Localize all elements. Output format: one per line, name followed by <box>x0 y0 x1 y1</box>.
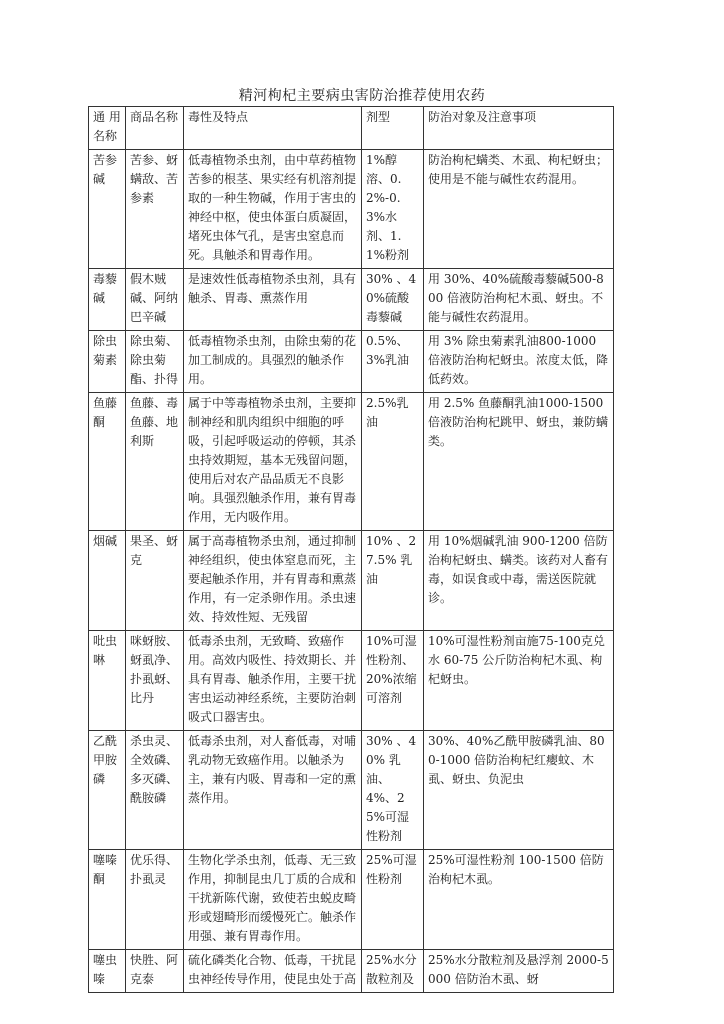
cell-common-name: 除虫菊素 <box>89 331 126 393</box>
cell-toxicity: 低毒杀虫剂，无致畸、致癌作用。高效内吸性、持效期长、并具有胃毒、触杀作用，主要干扰害虫运动神经系统，主要防治刺吸式口器害虫。 <box>184 631 362 731</box>
header-common-name: 通 用 名称 <box>89 107 126 150</box>
cell-toxicity: 低毒植物杀虫剂，由中草药植物苦参的根茎、果实经有机溶剂提取的一种生物碱，作用于害虫的神经中枢，使虫体蛋白质凝固，堵死虫体气孔，是害虫窒息而死。具触杀和胃毒作用。 <box>184 150 362 269</box>
cell-targets: 10%可湿性粉剂亩施75-100克兑水 60-75 公斤防治枸杞木虱、枸杞蚜虫。 <box>424 631 614 731</box>
cell-formulation: 0.5%、3%乳油 <box>362 331 424 393</box>
cell-targets: 用 2.5% 鱼藤酮乳油1000-1500 倍液防治枸杞跳甲、蚜虫，兼防螨类。 <box>424 393 614 531</box>
cell-common-name: 毒藜碱 <box>89 269 126 331</box>
pesticide-table <box>88 106 614 993</box>
cell-trade-name: 苦参、蚜螨敌、苦参素 <box>126 150 184 269</box>
cell-trade-name: 咪蚜胺、蚜虱净、扑虱蚜、比丹 <box>126 631 184 731</box>
table-row <box>89 850 614 950</box>
cell-targets: 25%水分散粒剂及悬浮剂 2000-5000 倍防治木虱、蚜 <box>424 950 614 993</box>
cell-common-name: 苦参碱 <box>89 150 126 269</box>
table-row <box>89 731 614 850</box>
cell-targets: 30%、40%乙酰甲胺磷乳油、800-1000 倍防治枸杞红瘿蚊、木虱、蚜虫、负泥虫 <box>424 731 614 850</box>
cell-trade-name: 除虫菊、除虫菊酯、扑得 <box>126 331 184 393</box>
cell-formulation: 25%水分散粒剂及 <box>362 950 424 993</box>
document-title: 精河枸杞主要病虫害防治推荐使用农药 <box>238 88 486 104</box>
cell-formulation: 30% 、40% 乳油、4%、25%可湿性粉剂 <box>362 731 424 850</box>
cell-trade-name: 果圣、蚜克 <box>126 531 184 631</box>
cell-toxicity: 属于高毒植物杀虫剂，通过抑制神经组织，使虫体窒息而死，主要起触杀作用，并有胃毒和熏蒸作用，有一定杀卵作用。杀虫速效、持效性短、无残留 <box>184 531 362 631</box>
cell-common-name: 烟碱 <box>89 531 126 631</box>
header-trade-name: 商品名称 <box>126 107 184 150</box>
cell-formulation: 1%醇溶、0.2%-0.3%水剂、1.1%粉剂 <box>362 150 424 269</box>
cell-targets: 防治枸杞螨类、木虱、枸杞蚜虫；使用是不能与碱性农药混用。 <box>424 150 614 269</box>
cell-common-name: 噻虫嗪 <box>89 950 126 993</box>
cell-toxicity: 属于中等毒植物杀虫剂，主要抑制神经和肌肉组织中细胞的呼吸，引起呼吸运动的停顿，其杀虫持效期短，基本无残留问题，使用后对农产品品质无不良影响。具强烈触杀作用，兼有胃毒作用，无内吸作用。 <box>184 393 362 531</box>
table-row <box>89 331 614 393</box>
cell-trade-name: 假木贼碱、阿纳巴辛碱 <box>126 269 184 331</box>
cell-common-name: 鱼藤酮 <box>89 393 126 531</box>
cell-toxicity: 生物化学杀虫剂，低毒、无三致作用，抑制昆虫几丁质的合成和干扰新陈代谢，致使若虫蜕皮畸形或翅畸形而缓慢死亡。触杀作用强、兼有胃毒作用。 <box>184 850 362 950</box>
cell-common-name: 噻嗪酮 <box>89 850 126 950</box>
cell-targets: 用 10%烟碱乳油 900-1200 倍防治枸杞蚜虫、螨类。该药对人畜有毒，如误食或中毒，需送医院就诊。 <box>424 531 614 631</box>
cell-trade-name: 鱼藤、毒鱼藤、地利斯 <box>126 393 184 531</box>
table-row <box>89 393 614 531</box>
cell-common-name: 吡虫啉 <box>89 631 126 731</box>
cell-trade-name: 快胜、阿克泰 <box>126 950 184 993</box>
table-row <box>89 269 614 331</box>
cell-formulation: 10% 、27.5% 乳油 <box>362 531 424 631</box>
cell-toxicity: 低毒杀虫剂，对人畜低毒，对哺乳动物无致癌作用。以触杀为主，兼有内吸、胃毒和一定的熏蒸作用。 <box>184 731 362 850</box>
table-header-row <box>89 107 614 150</box>
cell-toxicity: 是速效性低毒植物杀虫剂，具有触杀、胃毒、熏蒸作用 <box>184 269 362 331</box>
cell-targets: 用 3% 除虫菊素乳油800-1000 倍液防治枸杞蚜虫。浓度太低，降低药效。 <box>424 331 614 393</box>
header-formulation: 剂型 <box>362 107 424 150</box>
table-row <box>89 950 614 993</box>
table-row <box>89 631 614 731</box>
cell-targets: 用 30%、40%硫酸毒藜碱500-800 倍液防治枸杞木虱、蚜虫。不能与碱性农药混用。 <box>424 269 614 331</box>
table-row <box>89 531 614 631</box>
cell-formulation: 10%可湿性粉剂、20%浓缩可溶剂 <box>362 631 424 731</box>
cell-trade-name: 优乐得、扑虱灵 <box>126 850 184 950</box>
header-targets: 防治对象及注意事项 <box>424 107 614 150</box>
cell-formulation: 30% 、40%硫酸毒藜碱 <box>362 269 424 331</box>
cell-toxicity: 硫化磷类化合物、低毒，干扰昆虫神经传导作用，使昆虫处于高 <box>184 950 362 993</box>
cell-formulation: 2.5%乳油 <box>362 393 424 531</box>
cell-trade-name: 杀虫灵、全效磷、多灭磷、酰胺磷 <box>126 731 184 850</box>
table-row <box>89 150 614 269</box>
header-toxicity: 毒性及特点 <box>184 107 362 150</box>
cell-common-name: 乙酰甲胺磷 <box>89 731 126 850</box>
cell-targets: 25%可湿性粉剂 100-1500 倍防治枸杞木虱。 <box>424 850 614 950</box>
cell-formulation: 25%可湿性粉剂 <box>362 850 424 950</box>
cell-toxicity: 低毒植物杀虫剂，由除虫菊的花加工制成的。具强烈的触杀作用。 <box>184 331 362 393</box>
